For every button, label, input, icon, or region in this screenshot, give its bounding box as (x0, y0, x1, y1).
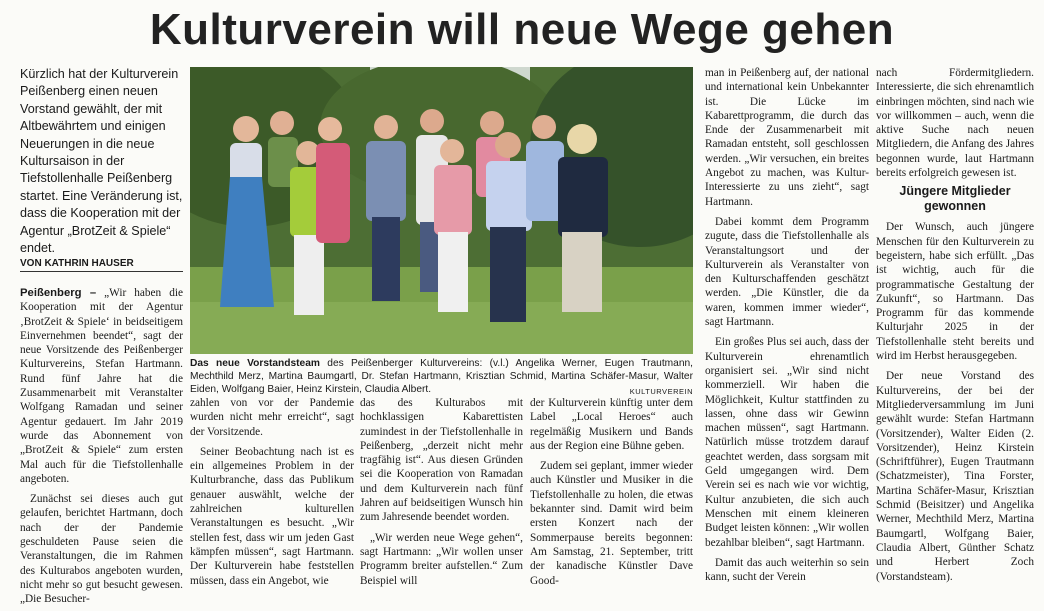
paragraph: nach Fördermitgliedern. Interessierte, die sich ehrenamtlich einbringen möchten, sind nach wie vor willkommen – auch, wenn die aktive Suche nach neuen Mitgliedern, die Anfang des Jahres begonnen wurde, laut Hartmann bereits erfolgreich gewesen ist. (876, 67, 1034, 180)
paragraph: Damit das auch weiterhin so sein kann, sucht der Verein (705, 556, 869, 584)
article-column-5 (705, 66, 869, 608)
subheading: Jüngere Mitglieder gewonnen (899, 184, 1011, 214)
paragraph: zahlen von vor der Pandemie wurden nicht mehr erreicht“, sagt der Vorsitzende. (190, 397, 354, 438)
article-column-3 (360, 396, 523, 608)
article-column-6 (876, 66, 1034, 608)
photo-credit: KULTURVEREIN (629, 387, 693, 396)
paragraph: „Wir haben die Kooperation mit der Agentur ‚BrotZeit & Spiele‘ in beidseitigem Einvernehmen beendet“, sagt der neue Vorsitzende des Peißenberger Kulturvereins, Stefan Hartmann. Rund fünf Jahre hat die Zusammenarbeit mit Veranstalter Wolfgang Ramadan und seiner Agentur gedauert. Im Jahr 2019 wurde das Abonnement von „BrotZeit & Spiele“ zum ersten Mal auch für die Tiefstollenhalle angeboten. (20, 287, 183, 485)
caption-lead: Das neue Vorstandsteam (190, 358, 320, 369)
paragraph: Zunächst sei dieses auch gut gelaufen, berichtet Hartmann, doch nach der der Pandemie geschuldeten Pause seien die Veranstaltungen, die im Rahmen des Kulturabos angeboten wurden, nicht mehr so gut besucht gewesen. „Die Besucher- (20, 493, 183, 606)
article-column-4 (530, 396, 693, 608)
caption-text: des Peißenberger Kulturvereins: (v.l.) Angelika Werner, Eugen Trautmann, Mechthild Merz, Martina Baumgartl, Dr. Stefan Hartmann, Krisztian Schmid, Martina Schäfer-Masur, Walter Eiden, Wolfgang Baier, Heinz Kirstein, Claudia Albert. (190, 358, 693, 395)
team-photo (190, 67, 693, 354)
paragraph: Der Wunsch, auch jüngere Menschen für den Kulturverein zu begeistern, habe sich erfüllt. „Das ist wichtig, auch für die programmatische Gestaltung der Zukunft“, so Hartmann. Das Programm für das kommende Kulturjahr 2025 in der Tiefstollenhalle steht bereits und wird im Herbst herausgegeben. (876, 221, 1034, 363)
intro-teaser: Kürzlich hat der Kulturverein Peißenberg einen neuen Vorstand gewählt, der mit Altbewährtem und einigen Neuerungen in die neue Kultursaison in der Tiefstollenhalle Peißenberg startet. Eine Veränderung ist, dass die Kooperation mit der Agentur „BrotZeit & Spiele“ endet. (20, 67, 183, 256)
paragraph: „Wir werden neue Wege gehen“, sagt Hartmann: „Wir wollen unser Programm breiter aufstellen.“ Zum Beispiel will (360, 531, 523, 587)
paragraph: Zudem sei geplant, immer wieder auch Künstler und Musiker in die Tiefstollenhalle zu holen, die etwas bekannter sind. Damit wird beim ersten Konzert nach der Sommerpause bereits begonnen: Am Samstag, 21. September, tritt der kanadische Künstler Dave Good- (530, 460, 693, 587)
paragraph: Seiner Beobachtung nach ist es ein allgemeines Problem in der Kulturbranche, dass das Publikum genauer auswählt, welche der zahlreichen kulturellen Veranstaltungen es besucht. „Wir stellen fest, dass wir um jeden Gast kämpfen müssen“, sagt Hartmann. Der Kulturverein habe feststellen müssen, dass ein Angebot, wie (190, 445, 354, 587)
team-photo-illustration (190, 67, 693, 354)
photo-caption (190, 357, 693, 398)
paragraph: man in Peißenberg auf, der national und international kein Unbekannter ist. Die Lücke im Kabarettprogramm, die durch das Ende der Zusammenarbeit mit Ramadan entsteht, soll geschlossen werden. „Wir versuchen, ein breites Angebot zu machen, was Kultur-Interessierte zu uns zieht“, sagt Hartmann. (705, 67, 869, 208)
article-column-2 (190, 396, 354, 608)
article-column-1 (20, 286, 183, 608)
paragraph: Der neue Vorstand des Kulturvereins, der bei der Mitgliederversammlung im Juni gewählt wurde: Stefan Hartmann (Vorsitzender), Walter Eiden (2. Vorsitzender), Heinz Kirstein (Schriftführer), Eugen Trautmann (Schatzmeister), Tina Forster, Martina Schäfer-Masur, Krisztian Schmid (Beisitzer) und Angelika Werner, Mechthild Merz, Martina Baumgartl, Wolfgang Baier, Claudia Albert, Günther Schatz und Herbert Zoch (Vorstandsteam). (876, 370, 1034, 583)
byline: VON KATHRIN HAUSER (20, 258, 183, 272)
paragraph: Ein großes Plus sei auch, dass der Kulturverein ehrenamtlich organisiert sei. „Wir sind nicht kommerziell. Wir haben die Möglichkeit, Kultur stattfinden zu lassen, ohne dass wir Gewinn machen müssen“, sagt Hartmann. Natürlich müsse trotzdem darauf geachtet werden, dass sorgsam mit Geld umgegangen wird. Dem Verein sei es nach wie vor wichtig, Kultur anzubieten, die sich auch Menschen mit einem kleineren Budget leisten können: „Wir wollen bezahlbar bleiben“, sagt Hartmann. (705, 336, 869, 549)
headline: Kulturverein will neue Wege gehen (149, 5, 895, 54)
paragraph: Dabei kommt dem Programm zugute, dass die Tiefstollenhalle als Veranstaltungsort und der Kulturverein als Veranstalter von den Kulturschaffenden geschätzt werden. „Die Künstler, die da waren, kommen immer wieder“, sagt Hartmann. (705, 215, 869, 329)
paragraph: das des Kulturabos mit hochklassigen Kabarettisten zumindest in der Tiefstollenhalle in Peißenberg, „derzeit nicht mehr tragfähig ist“. Aus diesen Gründen sei die Kooperation von Ramadan und dem Kulturverein nach fünf Jahren auf beidseitigen Wunsch hin zum Jahresende beendet worden. (360, 397, 523, 524)
paragraph: der Kulturverein künftig unter dem Label „Local Heroes“ auch regelmäßig Musikern und Bands aus der Region eine Bühne geben. (530, 397, 693, 452)
dateline: Peißenberg – (20, 287, 97, 299)
